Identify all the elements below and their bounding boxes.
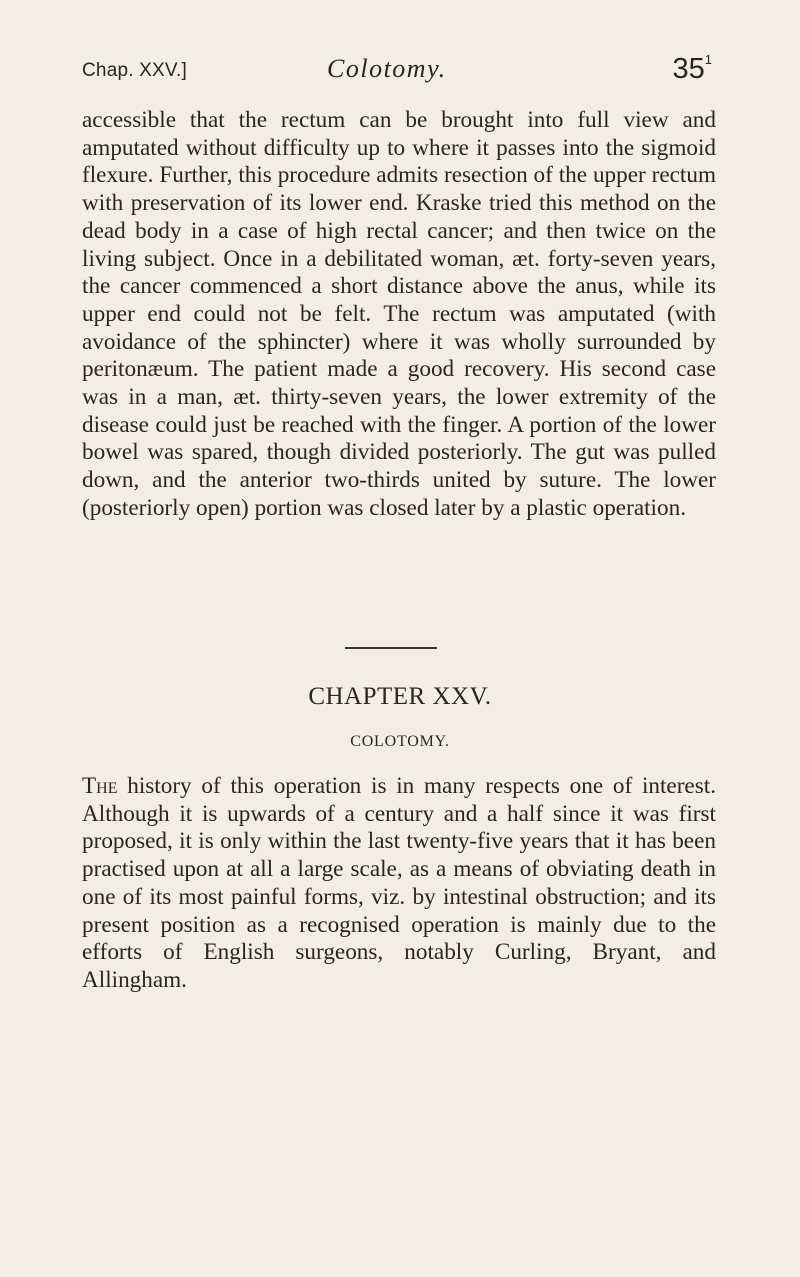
running-head-title: Colotomy. [327,54,447,83]
paragraph-opening [82,773,716,995]
chapter-subtitle: COLOTOMY. [350,733,450,750]
section-divider-rule [345,647,437,649]
running-head-chapter-ref: Chap. XXV.] [82,60,188,81]
page-number-sup: 1 [704,52,712,67]
paragraph-lead-word: The [82,773,118,799]
page-number-main: 35 [672,53,705,85]
running-head [82,50,712,94]
chapter-heading: CHAPTER XXV. [308,683,492,710]
paragraph-opening-text: history of this operation is in many respects one of interest. Although it is upwards of a century and a half since it was first proposed, it is only within the last twenty-five years that it has been practised upon at all a large scale, as a means of obviating death in one of its most painful forms, viz. by intestinal obstruction; and its present position as a recognised operation is mainly due to the efforts of English surgeons, notably Curling, Bryant, and Allingham. [82,773,716,993]
page-number [673,52,713,86]
paragraph-continued: accessible that the rectum can be brought into full view and amputated without difficulty up to where it passes into the sigmoid flexure. Further, this procedure admits resection of the upper rectum with preservation of its lower end. Kraske tried this method on the dead body in a case of high rectal cancer; and then twice on the living subject. Once in a debilitated woman, æt. forty-seven years, the cancer commenced a short distance above the anus, while its upper end could not be felt. The rectum was amputated (with avoidance of the sphincter) where it was wholly surrounded by peritonæum. The patient made a good recovery. His second case was in a man, æt. thirty-seven years, the lower extremity of the disease could just be reached with the finger. A portion of the lower bowel was spared, though divided posteriorly. The gut was pulled down, and the anterior two-thirds united by suture. The lower (posteriorly open) portion was closed later by a plastic operation. [82,107,716,521]
